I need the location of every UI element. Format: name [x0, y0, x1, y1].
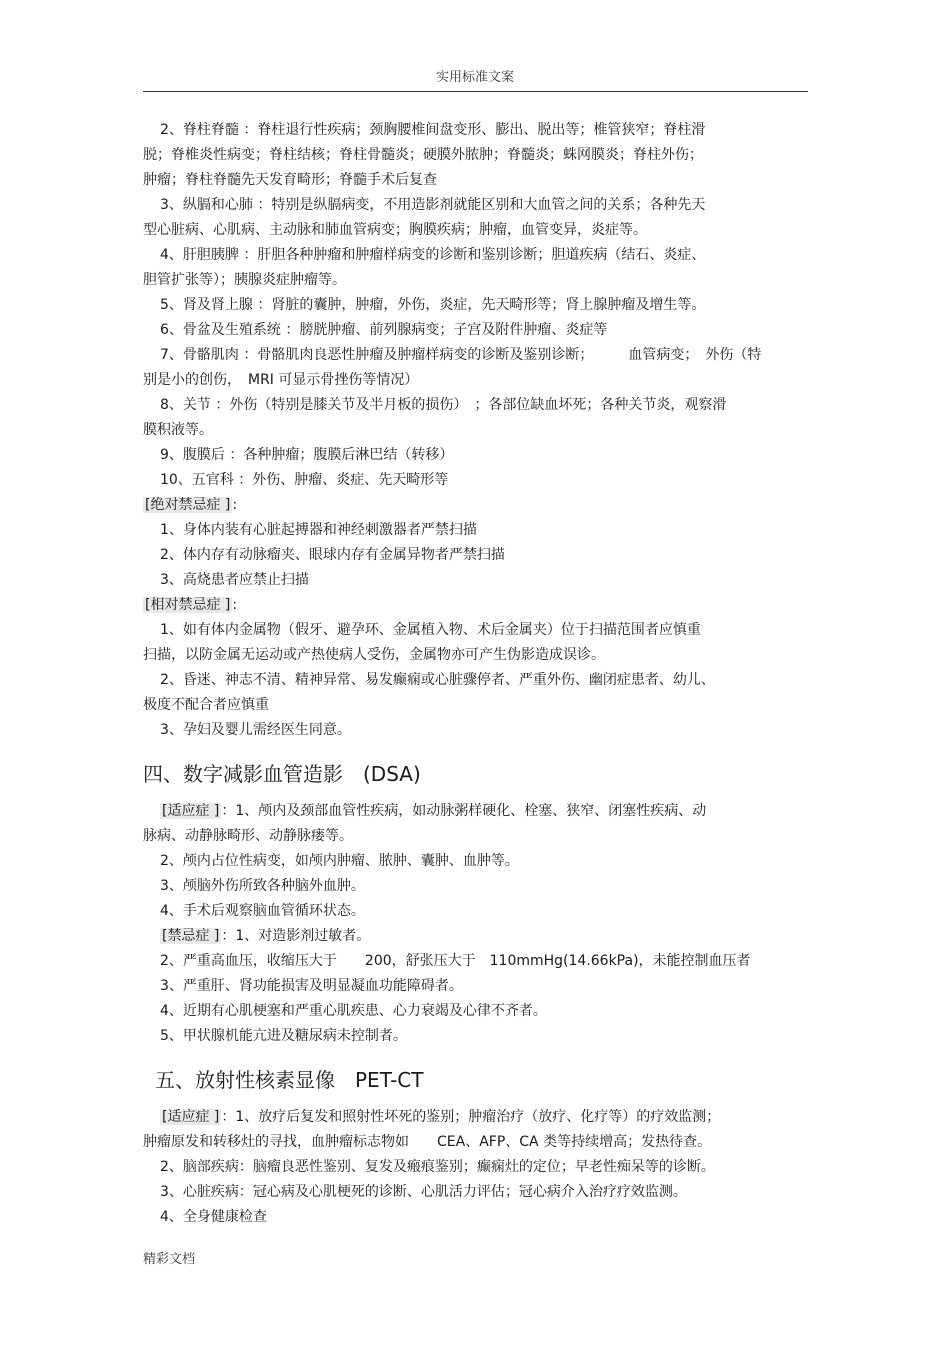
text-line: 2、颅内占位性病变，如颅内肿瘤、脓肿、囊肿、血肿等。: [160, 853, 519, 869]
text-line: 极度不配合者应慎重: [143, 697, 269, 713]
text-line: 脉病、动静脉畸形、动静脉瘘等。: [143, 828, 353, 844]
text-line: [143, 800, 808, 823]
section-heading-pet-ct: 五、放射性核素显像 PET-CT: [155, 1068, 424, 1092]
text-line: 4、近期有心肌梗塞和严重心肌疾患、心力衰竭及心律不齐者。: [160, 1003, 547, 1019]
text-line: 8、关节 ：外伤（特别是膝关节及半月板的损伤） ；各部位缺血坏死；各种关节炎，观察滑: [160, 397, 727, 413]
text-line: 2、体内存有动脉瘤夹、眼球内存有金属异物者严禁扫描: [160, 547, 505, 563]
section-heading-dsa: 四、数字减影血管造影 (DSA): [143, 762, 421, 786]
text-line: 膜积液等。: [143, 422, 213, 438]
text-line: 脱；脊椎炎性病变；脊柱结核；脊柱骨髓炎；硬膜外脓肿；脊髓炎；蛛网膜炎；脊柱外伤；: [143, 147, 703, 163]
text-line: 3、纵膈和心肺 ：特别是纵膈病变，不用造影剂就能区别和大血管之间的关系；各种先天: [160, 197, 706, 213]
text-line: 4、手术后观察脑血管循环状态。: [160, 903, 365, 919]
text-line: 3、孕妇及婴儿需经医生同意。: [160, 722, 351, 738]
text-line: 2、严重高血压，收缩压大于 200，舒张压大于 110mmHg(14.66kPa)，未能控制血压者: [160, 953, 751, 969]
text-line: 别是小的创伤， MRI 可显示骨挫伤等情况）: [143, 372, 419, 388]
text-line: [143, 1106, 808, 1129]
text-line: 肿瘤；脊柱脊髓先天发育畸形；脊髓手术后复查: [143, 172, 437, 188]
text-line: 4、肝胆胰脾 ：肝胆各种肿瘤和肿瘤样病变的诊断和鉴别诊断；胆道疾病（结石、炎症、: [160, 247, 706, 263]
label-tag: [绝对禁忌症 ]: [145, 497, 231, 513]
label-colon: :: [232, 497, 238, 513]
text-line: 胆管扩张等）；胰腺炎症肿瘤等。: [143, 272, 346, 288]
label-tag: [适应症 ]: [162, 1109, 220, 1125]
section-label-absolute-contraindications: [143, 494, 808, 517]
text-line: [143, 925, 808, 948]
text-line: 3、心脏疾病：冠心病及心肌梗死的诊断、心肌活力评估；冠心病介入治疗疗效监测。: [160, 1184, 687, 1200]
text-line: 型心脏病、心肌病、主动脉和肺血管病变；胸膜疾病；肿瘤，血管变异，炎症等。: [143, 222, 647, 238]
header-rule: [143, 91, 808, 92]
text-line: 6、骨盆及生殖系统 ：膀胱肿瘤、前列腺病变；子宫及附件肿瘤、炎症等: [160, 322, 608, 338]
text-line: 4、全身健康检查: [160, 1209, 267, 1225]
label-text: ：1、颅内及颈部血管性疾病，如动脉粥样硬化、栓塞、狭窄、闭塞性疾病、动: [221, 803, 707, 819]
text-line: 5、肾及肾上腺 ：肾脏的囊肿，肿瘤，外伤，炎症，先天畸形等；肾上腺肿瘤及增生等。: [160, 297, 706, 313]
text-line: 7、骨骼肌肉 ：骨骼肌肉良恶性肿瘤及肿瘤样病变的诊断及鉴别诊断； 血管病变； 外伤（特: [160, 347, 762, 363]
text-line: 1、如有体内金属物（假牙、避孕环、金属植入物、术后金属夹）位于扫描范围者应慎重: [160, 622, 701, 638]
label-colon: :: [232, 597, 238, 613]
label-text: ：1、放疗后复发和照射性坏死的鉴别；肿瘤治疗（放疗、化疗等）的疗效监测；: [221, 1109, 721, 1125]
label-text: ：1、对造影剂过敏者。: [221, 928, 371, 944]
text-line: 9、腹膜后 ：各种肿瘤；腹膜后淋巴结（转移）: [160, 447, 454, 463]
text-line: 3、严重肝、肾功能损害及明显凝血功能障碍者。: [160, 978, 463, 994]
text-line: 3、高烧患者应禁止扫描: [160, 572, 309, 588]
text-line: 2、昏迷、神志不清、精神异常、易发癫痫或心脏骤停者、严重外伤、幽闭症患者、幼儿、: [160, 672, 715, 688]
text-line: 10、五官科 ：外伤、肿瘤、炎症、先天畸形等: [160, 472, 449, 488]
text-line: 3、颅脑外伤所致各种脑外血肿。: [160, 878, 365, 894]
text-line: 1、身体内装有心脏起搏器和神经刺激器者严禁扫描: [160, 522, 477, 538]
section-label-relative-contraindications: [143, 594, 808, 617]
text-line: 肿瘤原发和转移灶的寻找，血肿瘤标志物如 CEA、AFP、CA 类等持续增高；发热待查。: [143, 1134, 712, 1150]
text-line: 扫描，以防金属无运动或产热使病人受伤，金属物亦可产生伪影造成误诊。: [143, 647, 605, 663]
text-line: 2、脑部疾病：脑瘤良恶性鉴别、复发及瘢痕鉴别；癫痫灶的定位；早老性痴呆等的诊断。: [160, 1159, 715, 1175]
text-line: 5、甲状腺机能亢进及糖尿病未控制者。: [160, 1028, 407, 1044]
page-header: 实用标准文案: [435, 70, 514, 85]
label-tag: [相对禁忌症 ]: [145, 597, 231, 613]
label-tag: [禁忌症 ]: [162, 928, 220, 944]
label-tag: [适应症 ]: [162, 803, 220, 819]
document-body: [143, 119, 808, 1231]
page-footer: 精彩文档: [143, 1252, 196, 1267]
text-line: 2、脊柱脊髓 ：脊柱退行性疾病；颈胸腰椎间盘变形、膨出、脱出等；椎管狭窄；脊柱滑: [160, 122, 706, 138]
